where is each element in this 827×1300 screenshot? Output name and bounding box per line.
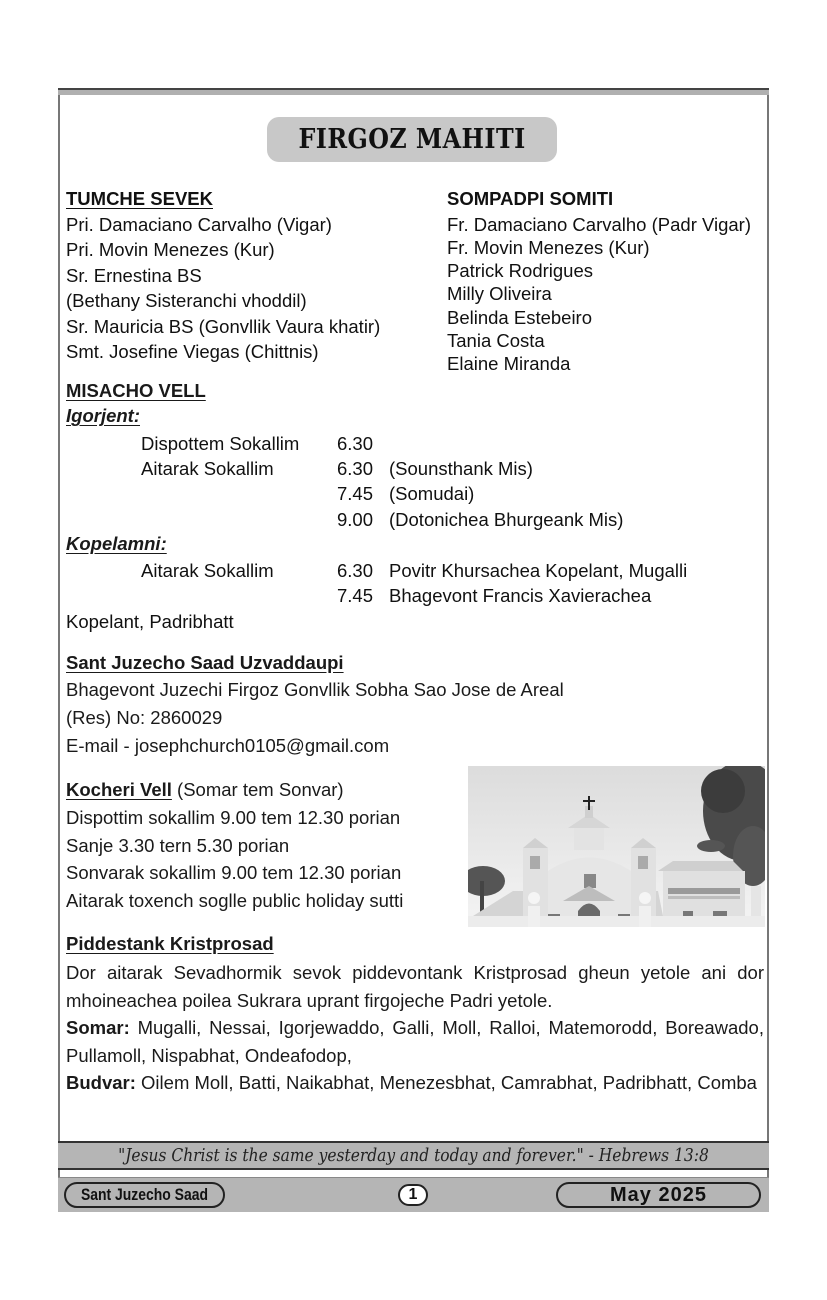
- staff-line: Pri. Movin Menezes (Kur): [66, 239, 275, 260]
- mass-day: Dispottem Sokallim: [141, 433, 300, 454]
- monday-label: Somar:: [66, 1017, 130, 1038]
- page-number: 1: [408, 1186, 418, 1203]
- issue-date: May 2025: [610, 1183, 707, 1206]
- mass-day: Aitarak Sokallim: [141, 458, 274, 479]
- communion-wednesday: [66, 1069, 764, 1097]
- mass-times-heading: MISACHO VELL: [66, 380, 206, 401]
- committee-member: Patrick Rodrigues: [447, 260, 594, 282]
- committee-member: Fr. Movin Menezes (Kur): [447, 236, 650, 258]
- tumche-sevek-section: [66, 188, 380, 367]
- monday-areas: Mugalli, Nessai, Igorjewaddo, Galli, Moll, Ralloi, Matemorodd, Boreawado, Pullamoll, Nispabhat, Ondeafodop,: [66, 1017, 764, 1066]
- mass-note: (Sounsthank Mis): [389, 458, 533, 479]
- mass-time: 7.45: [337, 585, 374, 606]
- mass-time: 9.00: [337, 509, 374, 530]
- committee-member: Fr. Damaciano Carvalho (Padr Vigar): [447, 213, 752, 235]
- communion-monday: [66, 1014, 764, 1069]
- scripture-quote-band: [58, 1141, 769, 1170]
- church-building-image: [468, 766, 765, 927]
- communion-intro: Dor aitarak Sevadhormik sevok piddevontank Kristprosad gheun yetole ani dor mhoineachea poilea Sukrara uprant firgojeche Padri yetole.: [66, 962, 764, 1011]
- email-contact[interactable]: E-mail - josephchurch0105@gmail.com: [66, 735, 390, 756]
- mass-note: (Dotonichea Bhurgeank Mis): [389, 509, 624, 530]
- mass-time: 6.30: [337, 560, 374, 581]
- section-heading: TUMCHE SEVEK: [66, 188, 213, 209]
- staff-line: Pri. Damaciano Carvalho (Vigar): [66, 213, 332, 235]
- wednesday-label: Budvar:: [66, 1072, 136, 1093]
- office-hours-line: Sonvarak sokallim 9.00 tem 12.30 porian: [66, 862, 402, 883]
- staff-line: Sr. Ernestina BS: [66, 264, 202, 286]
- sompadpi-somiti-section: [447, 188, 751, 377]
- uzvaddaupi-heading: Sant Juzecho Saad Uzvaddaupi: [66, 652, 344, 673]
- mass-note: Bhagevont Francis Xavierachea: [389, 585, 652, 606]
- communion-heading: Piddestank Kristprosad: [66, 933, 274, 954]
- mass-note-continuation: Kopelant, Padribhatt: [66, 611, 234, 632]
- igorjent-label: Igorjent:: [66, 405, 140, 426]
- mass-time: 6.30: [337, 458, 374, 479]
- scripture-quote: "Jesus Christ is the same yesterday and today and forever." - Hebrews 13:8: [118, 1145, 709, 1166]
- mass-time: 6.30: [337, 433, 374, 454]
- office-hours-line: Aitarak toxench soglle public holiday sutti: [66, 890, 404, 911]
- page-number-badge: [398, 1184, 428, 1206]
- newsletter-page: [58, 88, 769, 1212]
- office-hours-days: (Somar tem Sonvar): [171, 779, 344, 800]
- issue-date-pill: [556, 1182, 761, 1208]
- office-hours-line: Dispottim sokallim 9.00 tem 12.30 porian: [66, 807, 401, 828]
- committee-member: Elaine Miranda: [447, 353, 571, 375]
- office-hours-heading-line: [66, 781, 344, 800]
- office-hours-heading: Kocheri Vell: [66, 779, 172, 800]
- page-title: FIRGOZ MAHITI: [298, 124, 526, 155]
- publication-name-pill: [64, 1182, 225, 1208]
- top-border-bar: [58, 88, 769, 95]
- committee-member: Tania Costa: [447, 329, 545, 351]
- mass-day: Aitarak Sokallim: [141, 560, 274, 581]
- kopelamni-label: Kopelamni:: [66, 533, 167, 554]
- committee-member: Belinda Estebeiro: [447, 306, 593, 328]
- page-title-banner: [267, 117, 557, 162]
- church-photo: [468, 766, 765, 927]
- staff-line: (Bethany Sisteranchi vhoddil): [66, 290, 307, 311]
- mass-note: Povitr Khursachea Kopelant, Mugalli: [389, 560, 688, 581]
- publication-name: Sant Juzecho Saad: [80, 1185, 209, 1204]
- staff-line: Sr. Mauricia BS (Gonvllik Vaura khatir): [66, 315, 381, 337]
- residence-phone: (Res) No: 2860029: [66, 707, 223, 728]
- staff-line: Smt. Josefine Viegas (Chittnis): [66, 341, 319, 362]
- mass-note: (Somudai): [389, 483, 475, 504]
- wednesday-areas: Oilem Moll, Batti, Naikabhat, Menezesbhat, Camrabhat, Padribhatt, Comba: [135, 1072, 757, 1093]
- committee-member: Milly Oliveira: [447, 283, 552, 305]
- office-hours-line: Sanje 3.30 tern 5.30 porian: [66, 835, 290, 856]
- page-footer: [58, 1177, 769, 1212]
- parish-name: Bhagevont Juzechi Firgoz Gonvllik Sobha Sao Jose de Areal: [66, 679, 564, 700]
- mass-time: 7.45: [337, 483, 374, 504]
- section-heading: SOMPADPI SOMITI: [447, 188, 614, 209]
